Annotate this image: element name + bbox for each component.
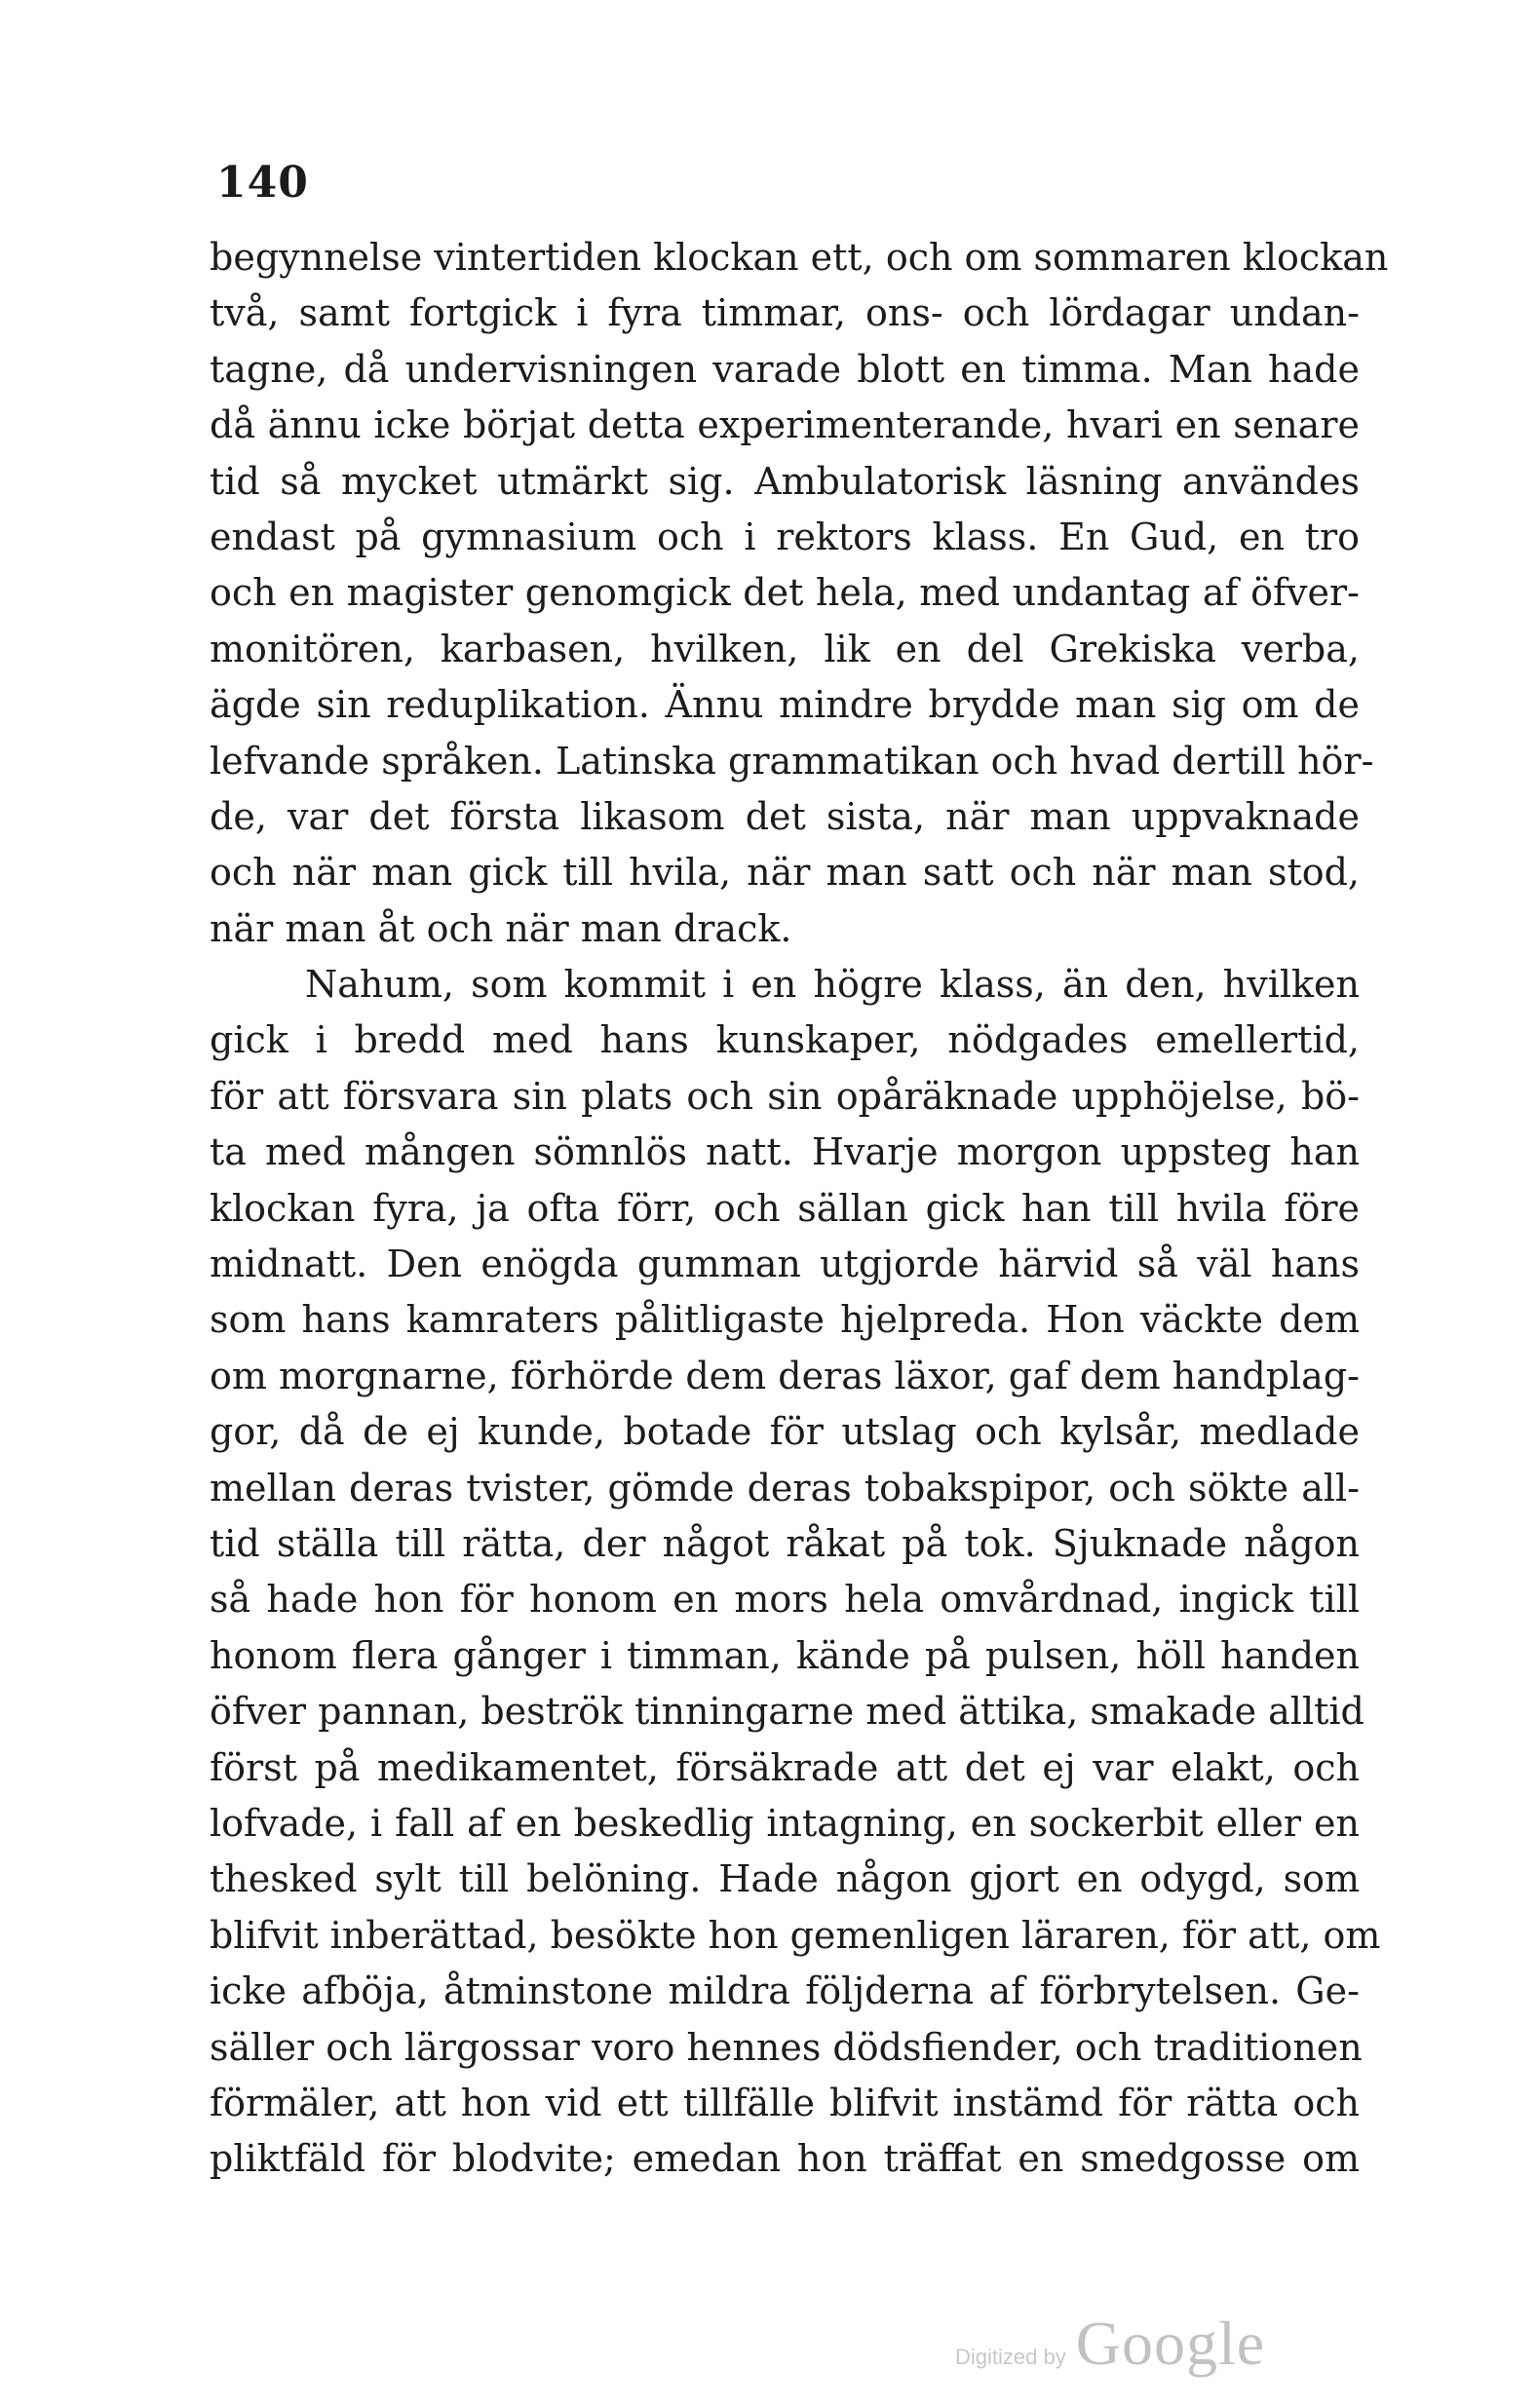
text-line: säller och lärgossar voro hennes dödsfiender, och traditionen [210, 2025, 1363, 2069]
text-line: när man åt och när man drack. [210, 906, 792, 950]
digitized-watermark [955, 2308, 1265, 2380]
watermark-brand-logo: Google [1075, 2309, 1266, 2378]
text-line: först på medikamentet, försäkrade att det ej var elakt, och [210, 1745, 1360, 1789]
text-line: midnatt. Den enögda gumman utgjorde härvid så väl hans [210, 1242, 1360, 1286]
text-line: då ännu icke börjat detta experimenterande, hvari en senare [210, 403, 1360, 447]
text-line: om morgnarne, förhörde dem deras läxor, gaf dem handplag- [210, 1354, 1361, 1397]
text-line: ägde sin reduplikation. Ännu mindre brydde man sig om de [210, 683, 1360, 727]
text-line: gick i bredd med hans kunskaper, nödgades emellertid, [210, 1018, 1360, 1062]
text-line: tid så mycket utmärkt sig. Ambulatorisk läsning användes [210, 459, 1360, 503]
text-line: tid ställa till rätta, der något råkat på tok. Sjuknade någon [210, 1521, 1360, 1565]
text-line: som hans kamraters pålitligaste hjelpreda. Hon väckte dem [210, 1298, 1360, 1342]
text-line: två, samt fortgick i fyra timmar, ons- och lördagar undan- [210, 291, 1360, 335]
text-line: monitören, karbasen, hvilken, lik en del Grekiska verba, [210, 627, 1360, 670]
text-line: så hade hon för honom en mors hela omvårdnad, ingick till [210, 1578, 1360, 1622]
text-line: de, var det första likasom det sista, när man uppvaknade [210, 794, 1360, 838]
text-line: förmäler, att hon vid ett tillfälle blifvit instämd för rätta och [210, 2081, 1360, 2124]
text-line: endast på gymnasium och i rektors klass. En Gud, en tro [210, 515, 1360, 558]
page-number: 140 [216, 158, 309, 208]
text-line: pliktfäld för blodvite; emedan hon träffat en smedgosse om [210, 2137, 1360, 2181]
text-line: begynnelse vintertiden klockan ett, och om sommaren klockan [210, 236, 1389, 279]
text-line: för att försvara sin plats och sin opåräknade upphöjelse, bö- [210, 1074, 1360, 1118]
text-line: tagne, då undervisningen varade blott en timma. Man hade [210, 347, 1360, 391]
text-line: öfver pannan, beströk tinningarne med ättika, smakade alltid [210, 1690, 1364, 1734]
text-line: Nahum, som kommit i en högre klass, än den, hvilken [305, 963, 1360, 1007]
text-line: lefvande språken. Latinska grammatikan och hvad dertill hör- [210, 739, 1374, 783]
text-line: gor, då de ej kunde, botade för utslag och kylsår, medlade [210, 1410, 1360, 1454]
text-line: ta med mången sömnlös natt. Hvarje morgon uppsteg han [210, 1130, 1360, 1174]
text-line: och när man gick till hvila, när man satt och när man stod, [210, 851, 1360, 895]
text-line: thesked sylt till belöning. Hade någon gjort en odygd, som [210, 1857, 1360, 1901]
text-line: mellan deras tvister, gömde deras tobakspipor, och sökte all- [210, 1466, 1360, 1510]
text-line: blifvit inberättad, besökte hon gemenligen läraren, för att, om [210, 1913, 1381, 1957]
text-line: honom flera gånger i timman, kände på pulsen, höll handen [210, 1633, 1360, 1677]
text-line: lofvade, i fall af en beskedlig intagning, en sockerbit eller en [210, 1801, 1360, 1845]
paragraph-1 [210, 230, 1389, 957]
body-text [210, 230, 1389, 2188]
text-line: klockan fyra, ja ofta förr, och sällan gick han till hvila före [210, 1186, 1360, 1230]
paragraph-2 [210, 957, 1381, 2188]
watermark-prefix: Digitized by [955, 2345, 1066, 2369]
text-line: och en magister genomgick det hela, med undantag af öfver- [210, 571, 1360, 615]
text-line: icke afböja, åtminstone mildra följderna af förbrytelsen. Ge- [210, 1969, 1360, 2013]
